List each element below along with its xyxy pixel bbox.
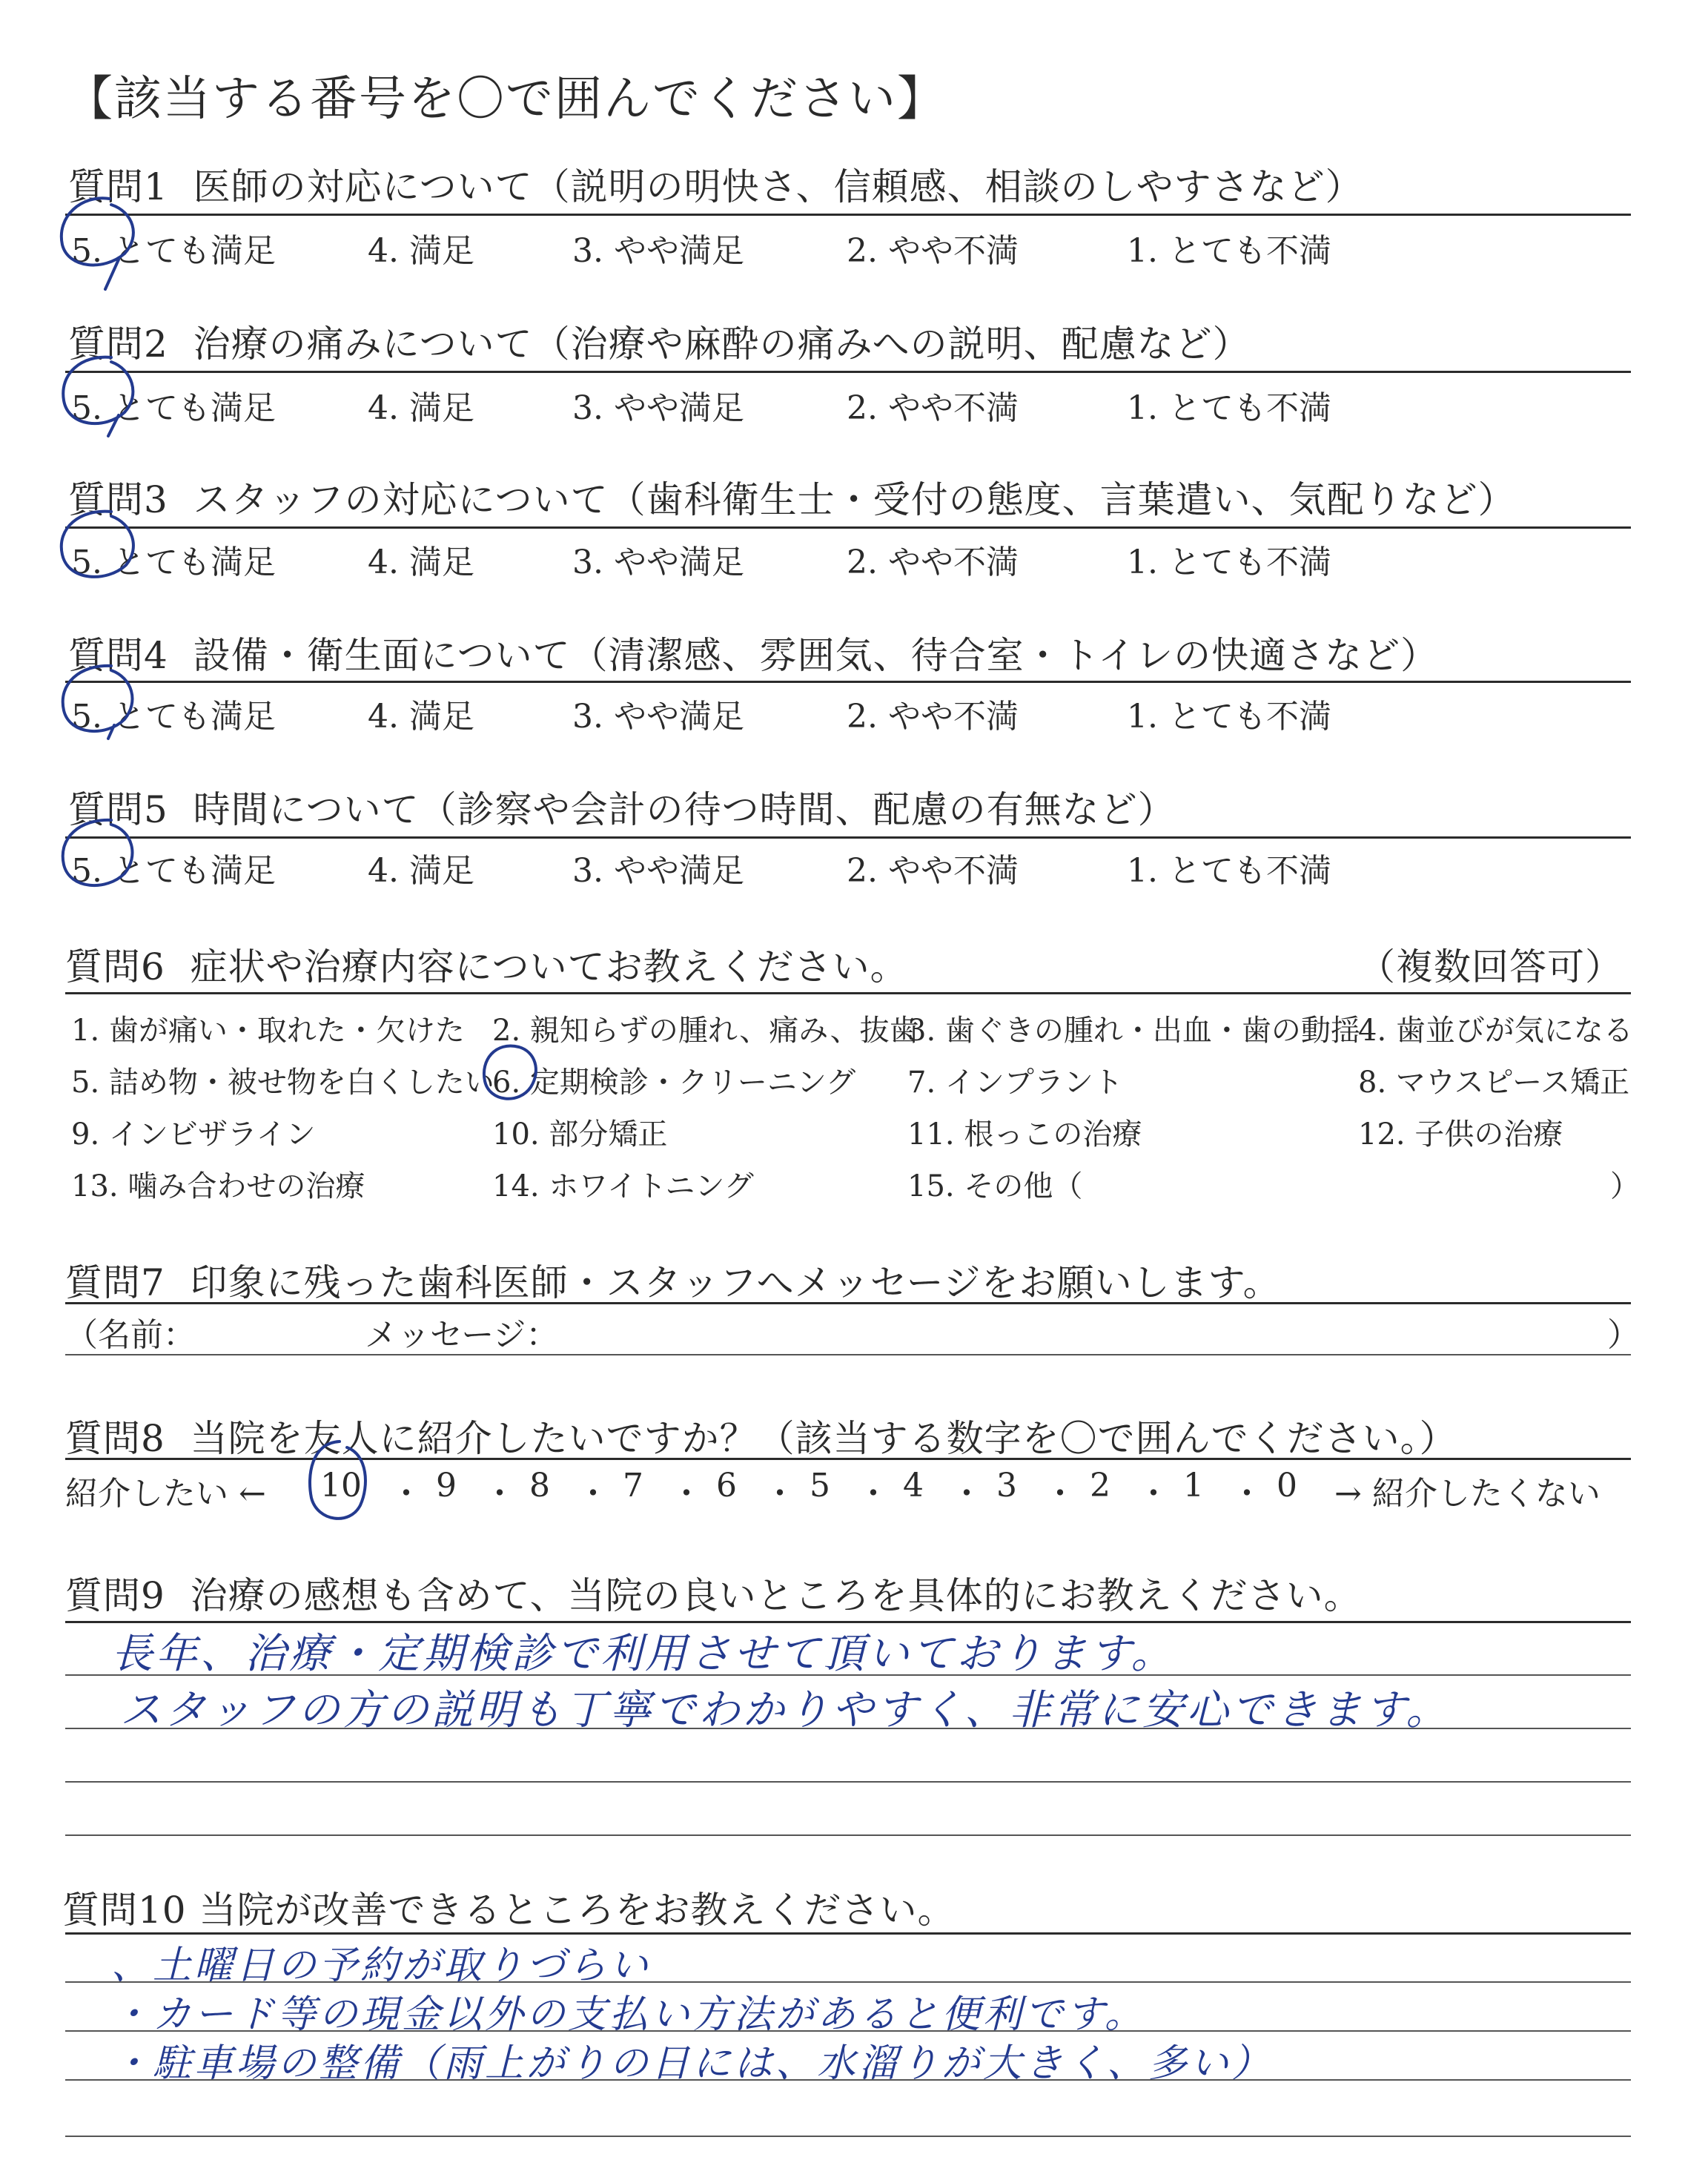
q4-option-3[interactable]: 3. やや満足: [572, 698, 744, 736]
q10-label: 質問10: [62, 1889, 187, 1932]
q10-answer-line-2: ・カード等の現金以外の支払い方法があると便利です。: [111, 1992, 1146, 2037]
q1-text: 医師の対応について（説明の明快さ、信頼感、相談のしやすさなど）: [193, 165, 1363, 208]
q6-option-13[interactable]: 13. 噛み合わせの治療: [71, 1169, 365, 1203]
q6-option-7[interactable]: 7. インプラント: [907, 1066, 1123, 1100]
q2-option-5[interactable]: 5. とても満足: [71, 389, 276, 427]
q3-label: 質問3: [68, 478, 168, 521]
q5-option-5[interactable]: 5. とても満足: [71, 852, 276, 890]
q5-option-1[interactable]: 1. とても不満: [1127, 852, 1331, 890]
q6-text: 症状や治療内容についてお教えください。: [190, 945, 908, 988]
q6-option-14[interactable]: 14. ホワイトニング: [492, 1169, 754, 1203]
q8-dot: ・: [1044, 1475, 1076, 1513]
q2-text: 治療の痛みについて（治療や麻酔の痛みへの説明、配慮など）: [193, 323, 1251, 366]
q6-option-11[interactable]: 11. 根っこの治療: [907, 1117, 1142, 1152]
q8-dot: ・: [1137, 1475, 1170, 1513]
q6-option-10[interactable]: 10. 部分矯正: [492, 1117, 668, 1152]
q6-selection-circle: [484, 1046, 536, 1099]
q4-option-2[interactable]: 2. やや不満: [847, 698, 1019, 736]
q8-dot: ・: [483, 1475, 516, 1513]
q1-option-2[interactable]: 2. やや不満: [847, 232, 1019, 270]
q1-option-4[interactable]: 4. 満足: [368, 232, 474, 270]
q8-selection-circle: [310, 1441, 365, 1519]
q6-option-2[interactable]: 2. 親知らずの腫れ、痛み、抜歯: [492, 1014, 919, 1048]
q8-dot: ・: [390, 1475, 423, 1513]
q8-label: 質問8: [65, 1417, 165, 1460]
q6-option-3[interactable]: 3. 歯ぐきの腫れ・出血・歯の動揺: [907, 1014, 1360, 1048]
q4-text: 設備・衛生面について（清潔感、雰囲気、待合室・トイレの快適さなど）: [193, 634, 1439, 677]
q4-option-1[interactable]: 1. とても不満: [1127, 698, 1331, 736]
q4-option-5[interactable]: 5. とても満足: [71, 698, 276, 736]
q8-scale-7[interactable]: 7: [623, 1467, 643, 1505]
q8-dot: ・: [950, 1475, 983, 1513]
q6-option-15-close: ）: [1610, 1169, 1640, 1203]
q8-dot: ・: [577, 1475, 609, 1513]
q5-label: 質問5: [68, 788, 168, 831]
q2-label: 質問2: [68, 323, 168, 366]
q8-right-label: → 紹介したくない: [1334, 1475, 1601, 1513]
q8-scale-3[interactable]: 3: [996, 1467, 1017, 1505]
q1-label: 質問1: [68, 165, 168, 208]
q8-scale-5[interactable]: 5: [810, 1467, 830, 1505]
q2-option-4[interactable]: 4. 満足: [368, 389, 474, 427]
q5-selection-circle: [63, 820, 133, 885]
q10-answer-line-3: ・駐車場の整備（雨上がりの日には、水溜りが大きく、多い）: [111, 2041, 1273, 2086]
q4-selection-circle: [63, 666, 133, 739]
q9-label: 質問9: [65, 1574, 165, 1617]
q6-option-6[interactable]: 6. 定期検診・クリーニング: [492, 1066, 856, 1100]
q3-option-1[interactable]: 1. とても不満: [1127, 544, 1331, 581]
q3-option-2[interactable]: 2. やや不満: [847, 544, 1019, 581]
q3-text: スタッフの対応について（歯科衛生士・受付の態度、言葉遣い、気配りなど）: [193, 478, 1516, 521]
q5-text: 時間について（診察や会計の待つ時間、配慮の有無など）: [193, 788, 1176, 831]
q2-option-1[interactable]: 1. とても不満: [1127, 389, 1331, 427]
q8-scale-8[interactable]: 8: [529, 1467, 550, 1505]
q4-label: 質問4: [68, 634, 168, 677]
q8-dot: ・: [857, 1475, 890, 1513]
q3-option-3[interactable]: 3. やや満足: [572, 544, 744, 581]
q9-answer-line-2: スタッフの方の説明も丁寧でわかりやすく、非常に安心できます。: [120, 1686, 1451, 1734]
q5-option-4[interactable]: 4. 満足: [368, 852, 474, 890]
q6-option-4[interactable]: 4. 歯並びが気になる: [1358, 1014, 1633, 1048]
q9-text: 治療の感想も含めて、当院の良いところを具体的にお教えください。: [190, 1574, 1362, 1617]
q6-note: （複数回答可）: [1358, 945, 1623, 988]
q6-option-9[interactable]: 9. インビザライン: [71, 1117, 316, 1152]
q8-dot: ・: [670, 1475, 703, 1513]
q10-answer-line-1: 、土曜日の予約が取りづらい: [111, 1943, 652, 1988]
q8-scale-4[interactable]: 4: [903, 1467, 924, 1505]
q5-option-2[interactable]: 2. やや不満: [847, 852, 1019, 890]
q5-option-3[interactable]: 3. やや満足: [572, 852, 744, 890]
q1-option-5[interactable]: 5. とても満足: [71, 232, 276, 270]
q8-scale-0[interactable]: 0: [1277, 1467, 1297, 1505]
q6-option-1[interactable]: 1. 歯が痛い・取れた・欠けた: [71, 1014, 465, 1048]
q6-option-15[interactable]: 15. その他（: [907, 1169, 1083, 1203]
q4-option-4[interactable]: 4. 満足: [368, 698, 474, 736]
q8-scale-6[interactable]: 6: [716, 1467, 737, 1505]
q1-selection-circle: [62, 198, 133, 289]
q8-scale-1[interactable]: 1: [1183, 1467, 1204, 1505]
q1-option-1[interactable]: 1. とても不満: [1127, 232, 1331, 270]
q3-selection-circle: [62, 512, 133, 577]
q7-close: ）: [1607, 1316, 1640, 1354]
q7-text: 印象に残った歯科医師・スタッフへメッセージをお願いします。: [190, 1261, 1281, 1304]
q10-text: 当院が改善できるところをお教えください。: [199, 1889, 956, 1932]
q1-option-3[interactable]: 3. やや満足: [572, 232, 744, 270]
q6-option-12[interactable]: 12. 子供の治療: [1358, 1117, 1563, 1152]
q8-scale-10[interactable]: 10: [320, 1467, 362, 1505]
q8-dot: ・: [764, 1475, 796, 1513]
q7-message-label: メッセージ：: [365, 1316, 559, 1354]
q7-name-label: （名前：: [65, 1316, 196, 1354]
q6-option-8[interactable]: 8. マウスピース矯正: [1358, 1066, 1630, 1100]
q8-scale-9[interactable]: 9: [436, 1467, 457, 1505]
q8-dot: ・: [1231, 1475, 1263, 1513]
q2-selection-circle: [63, 357, 133, 436]
q8-scale-2[interactable]: 2: [1090, 1467, 1110, 1505]
q9-answer-line-1: 長年、治療・定期検診で利用させて頂いております。: [111, 1630, 1176, 1678]
q7-label: 質問7: [65, 1261, 165, 1304]
q3-option-4[interactable]: 4. 満足: [368, 544, 474, 581]
q6-option-5[interactable]: 5. 詰め物・被せ物を白くしたい: [71, 1066, 494, 1100]
q8-left-label: 紹介したい ←: [65, 1475, 266, 1513]
q8-text: 当院を友人に紹介したいですか？（該当する数字を〇で囲んでください。）: [190, 1417, 1457, 1460]
page-title: 【該当する番号を〇で囲んでください】: [65, 72, 946, 127]
q2-option-3[interactable]: 3. やや満足: [572, 389, 744, 427]
q3-option-5[interactable]: 5. とても満足: [71, 544, 276, 581]
q6-label: 質問6: [65, 945, 165, 988]
q2-option-2[interactable]: 2. やや不満: [847, 389, 1019, 427]
